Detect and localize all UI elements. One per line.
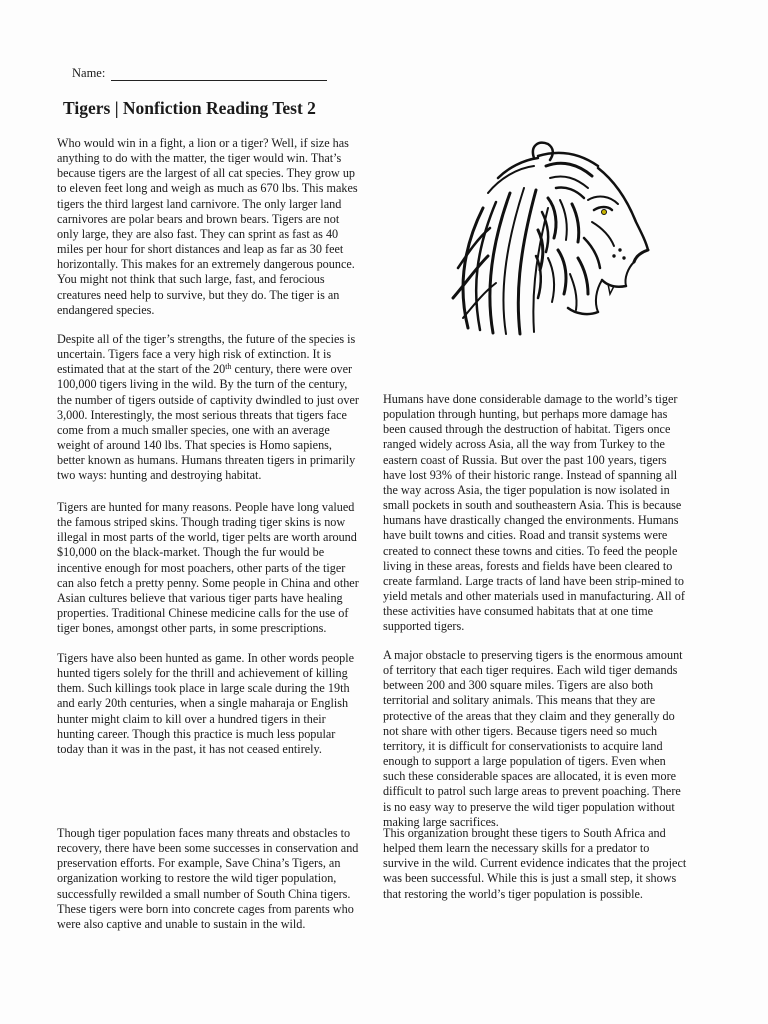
text-line: $10,000 on the black-market. Though the fur would be: [57, 545, 325, 560]
text-line: weight of around 140 lbs. That species is Homo sapiens,: [57, 438, 332, 453]
text-line: population through hunting, but perhaps more damage has: [383, 407, 668, 422]
text-line: were also captive and unable to sustain in the wild.: [57, 916, 306, 931]
text-line: small pockets in south and southeastern Asia. This is because: [383, 498, 682, 513]
text-line: You might not think that such large, fast, and ferocious: [57, 272, 325, 287]
text-line: incentive enough for most poachers, other parts of the tiger: [57, 560, 346, 575]
name-field-row: [72, 66, 327, 81]
text-line: tiger bones, amongst other parts, in some prescriptions.: [57, 621, 327, 636]
paragraph-conservation-success: [57, 826, 372, 932]
text-line: illegal in most parts of the world, tiger pelts are worth around: [57, 530, 357, 545]
text-line: Asian cultures believe that various tiger parts have healing: [57, 590, 343, 605]
paragraph-game-hunting: [57, 651, 372, 757]
text-line: these activities have consumed habitats that at one time: [383, 604, 654, 619]
text-line: eastern coast of Russia. But over the past 100 years, tigers: [383, 452, 667, 467]
text-line: between 200 and 300 square miles. Tigers are also both: [383, 678, 654, 693]
text-line: protective of the areas that they claim and they generally do: [383, 708, 675, 723]
text-line: 100,000 tigers living in the wild. By the turn of the century,: [57, 377, 348, 392]
text-line: survive in the wild. Current evidence indicates that the project: [383, 856, 687, 871]
text-line: A major obstacle to preserving tigers is the enormous amount: [383, 648, 683, 662]
text-line: humans have drastically changed the environments. Humans: [383, 513, 679, 528]
text-line: uncertain. Tigers face a very high risk of extinction. It is: [57, 347, 332, 362]
paragraph-hunting-reasons: [57, 500, 372, 636]
text-line: enough to support a large population of tigers. Even when: [383, 754, 666, 769]
text-line: Humans have done considerable damage to the world’s tiger: [383, 392, 678, 406]
name-label: Name:: [72, 66, 106, 80]
text-line: tigers the third largest land carnivore. The only larger land: [57, 196, 342, 211]
tiger-head-sketch-icon: [438, 138, 658, 338]
text-line: Despite all of the tiger’s strengths, the future of the species is: [57, 332, 356, 346]
text-line: Though tiger population faces many threats and obstacles to: [57, 826, 351, 840]
text-line: not share with other tigers. Because tigers need so much: [383, 723, 658, 738]
text-line: can also fetch a pretty penny. Some people in China and other: [57, 575, 359, 590]
text-line: miles per hour for short distances and leap as far as 30 feet: [57, 242, 344, 257]
text-line: organization working to restore the wild tiger population,: [57, 871, 337, 886]
text-line: only large, they are also fast. They can sprint as fast as 40: [57, 226, 339, 241]
paragraph-intro: [57, 136, 372, 318]
text-line: preservation efforts. For example, Save China’s Tigers, an: [57, 856, 341, 871]
text-line: anything to do with the matter, the tiger would win. That’s: [57, 151, 342, 166]
text-line: today than it was in the past, it has not ceased entirely.: [57, 741, 322, 756]
name-blank-line[interactable]: [111, 68, 327, 81]
text-line: Tigers have also been hunted as game. In other words people: [57, 651, 355, 665]
text-fragment: estimated that at the start of the 20: [57, 362, 226, 377]
text-line: carnivores are polar bears and brown bears. Tigers are not: [57, 211, 340, 226]
text-line: 3,000. Interestingly, the most serious threats that tigers face: [57, 407, 347, 422]
text-line: This organization brought these tigers to South Africa and: [383, 826, 666, 840]
text-line: that restoring the world’s tiger population is possible.: [383, 886, 643, 901]
text-line: Who would win in a fight, a lion or a tiger? Well, if size has: [57, 136, 349, 150]
paragraph-extinction-risk: [57, 332, 372, 484]
text-line: These tigers were born into concrete cages from parents who: [57, 901, 354, 916]
text-line: the famous striped skins. Though trading tiger skins is now: [57, 515, 346, 530]
text-line: been caused through the destruction of habitat. Tigers once: [383, 422, 671, 437]
text-line: helped them learn the necessary skills for a predator to: [383, 841, 650, 856]
text-line: the way across Asia, the tiger population is now isolated in: [383, 482, 670, 497]
text-line: hunting career. Though this practice is much less popular: [57, 726, 336, 741]
text-line: have built towns and cities. Road and transit systems were: [383, 528, 668, 543]
paragraph-territory-obstacle: [383, 648, 701, 830]
paragraph-habitat-destruction: [383, 392, 701, 635]
ordinal-superscript: th: [225, 362, 232, 372]
text-line: of territory that each tiger requires. Each wild tiger demands: [383, 663, 678, 678]
text-line: create farmland. Large tracts of land have been strip-mined to: [383, 573, 684, 588]
page-title: Tigers | Nonfiction Reading Test 2: [63, 98, 316, 118]
text-line: endangered species.: [57, 302, 155, 317]
paragraph-south-africa-project: [383, 826, 701, 902]
text-line: creatures need help to survive, but they do. The tiger is an: [57, 287, 340, 302]
text-line: have lost 93% of their historic range. Instead of spanning all: [383, 467, 678, 482]
text-line: Tigers are hunted for many reasons. People have long valued: [57, 500, 355, 514]
text-line: and early 20th centuries, when a single maharaja or English: [57, 696, 349, 711]
text-line: difficult to patrol such large areas to prevent poaching. There: [383, 784, 681, 799]
text-line: to eleven feet long and weigh as much as 670 lbs. This makes: [57, 181, 358, 196]
text-line: come from a much smaller species, one with an average: [57, 422, 330, 437]
text-line: was been successful. While this is just a small step, it shows: [383, 871, 677, 886]
text-line: the number of tigers outside of captivity dwindled to just over: [57, 392, 359, 407]
text-line: recovery, there have been some successes in conservation and: [57, 841, 359, 856]
text-line: territory, it is difficult for conservationists to acquire land: [383, 738, 663, 753]
text-line: territorial and solitary animals. This means that they are: [383, 693, 656, 708]
text-line: living in these areas, forests and fields have been cleared to: [383, 558, 673, 573]
text-line: because tigers are the largest of all cat species. They grow up: [57, 166, 356, 181]
text-line: created to connect these towns and cities. To feed the people: [383, 543, 678, 558]
text-line: hunter might claim to kill over a hundred tigers in their: [57, 711, 326, 726]
text-line-with-superscript: [57, 362, 372, 377]
text-line: better known as humans. Humans threaten tigers in primarily: [57, 453, 356, 468]
text-line: hunted tigers solely for the thrill and achievement of killing: [57, 666, 348, 681]
text-line: supported tigers.: [383, 619, 465, 634]
text-line: such these considerable spaces are allocated, it is even more: [383, 769, 677, 784]
text-line: properties. Traditional Chinese medicine calls for the use of: [57, 606, 349, 621]
text-line: successfully rewilded a small number of South China tigers.: [57, 886, 351, 901]
text-line: is no easy way to preserve the wild tiger population without: [383, 799, 675, 814]
text-line: ranged widely across Asia, all the way from Turkey to the: [383, 437, 665, 452]
text-line: them. Such killings took place in large scale during the 19th: [57, 681, 350, 696]
text-line: two ways: hunting and destroying habitat.: [57, 468, 262, 483]
text-line: horizontally. This makes for an extremely dangerous pounce.: [57, 257, 355, 272]
text-line: yield metals and other materials used in manufacturing. All of: [383, 589, 685, 604]
text-fragment: century, there were over: [231, 362, 353, 377]
text-line: making large sacrifices.: [383, 814, 499, 829]
